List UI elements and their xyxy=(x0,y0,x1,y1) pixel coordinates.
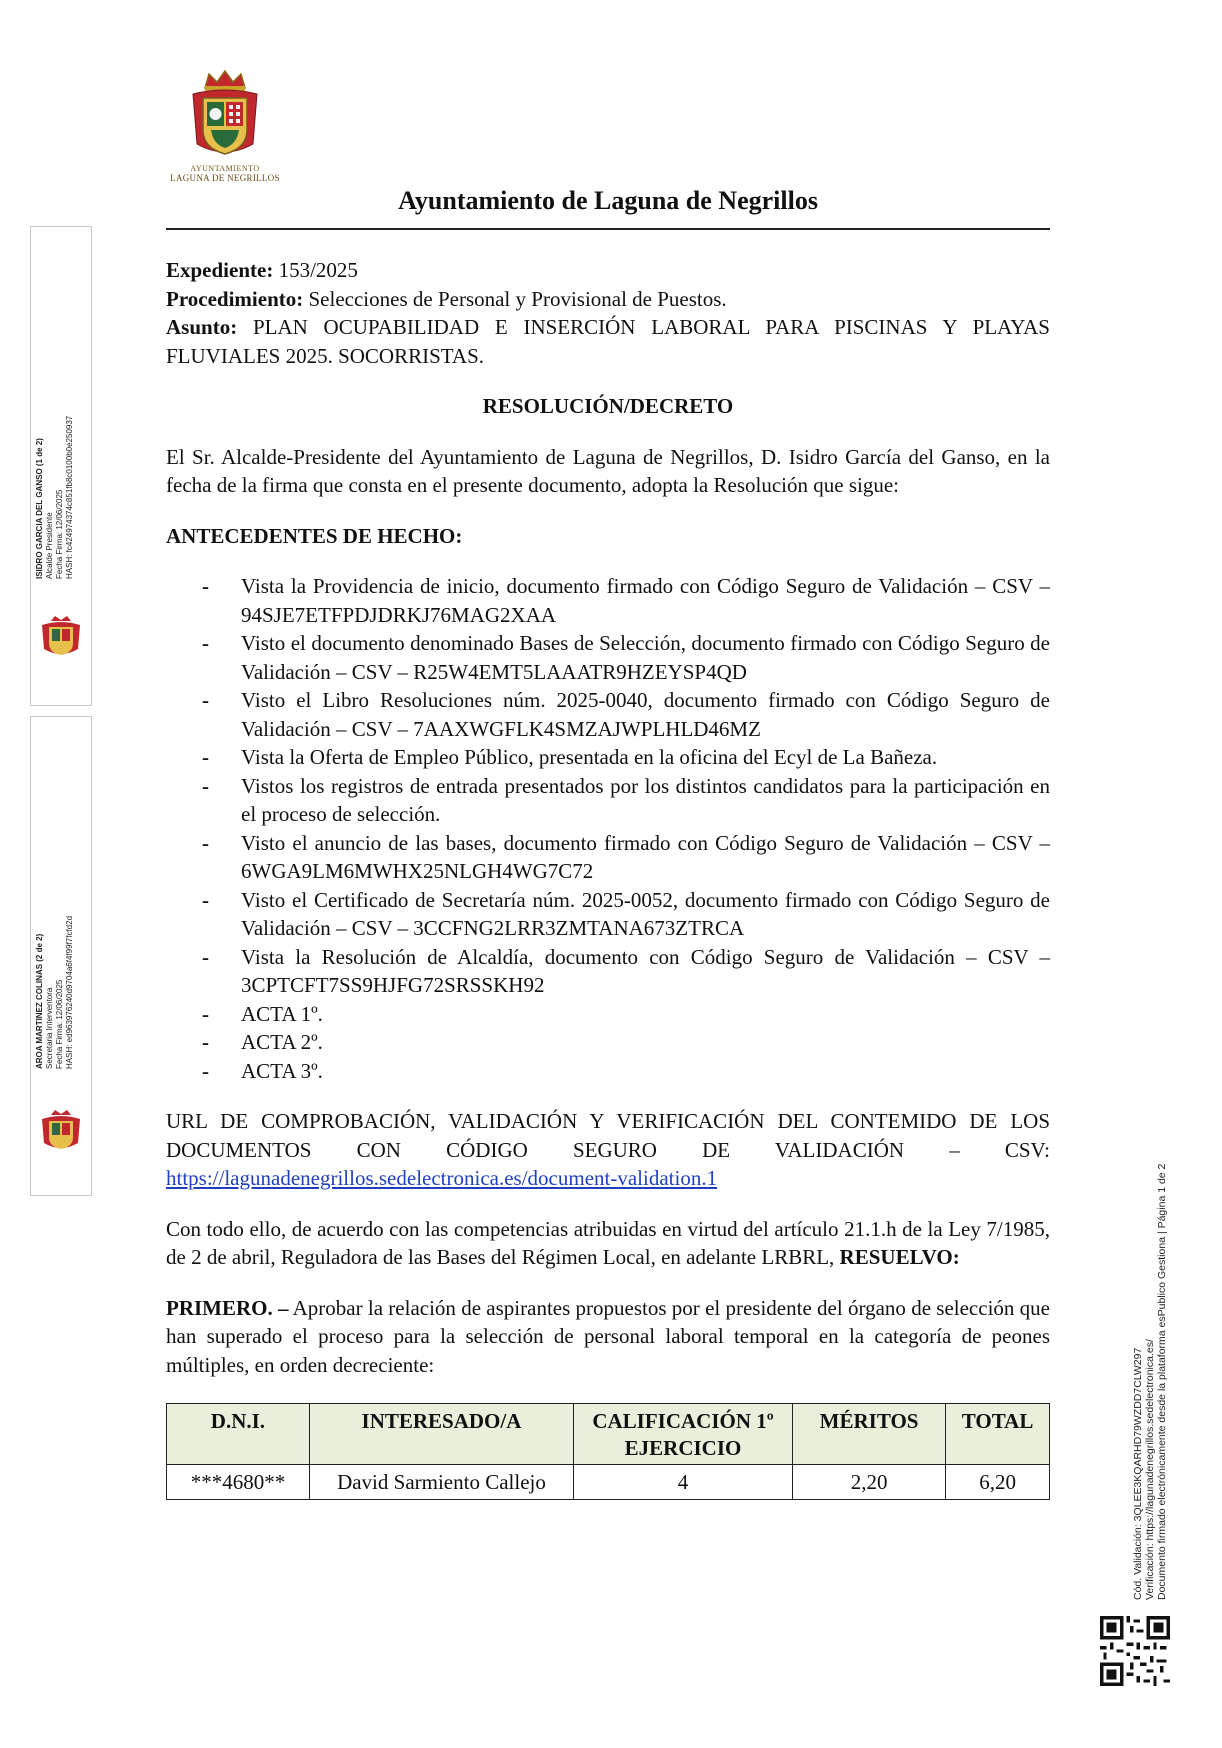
list-item: - ACTA 3º. xyxy=(166,1057,1050,1086)
list-item: - Vistos los registros de entrada presentados por los distintos candidatos para la participación en el proceso de selección. xyxy=(166,772,1050,829)
header-total: TOTAL xyxy=(946,1404,1050,1465)
validation-code: Cód. Validación: 3QLEE3KQARHD79WZDD7CLW297 xyxy=(1132,1347,1144,1600)
resolution-heading: RESOLUCIÓN/DECRETO xyxy=(482,394,734,418)
cell-total: 6,20 xyxy=(946,1465,1050,1500)
signer-1-date: Fecha Firma: 12/06/2025 xyxy=(55,489,64,579)
url-paragraph xyxy=(166,1107,1050,1193)
signer-2-date: Fecha Firma: 12/06/2025 xyxy=(55,979,64,1069)
resuelvo-label: RESUELVO: xyxy=(839,1245,960,1269)
expediente-label: Expediente: xyxy=(166,258,274,282)
signer-1-role: Alcalde Presidente xyxy=(45,512,54,579)
signer-2-hash: HASH: ed963976240d9704a6f4f99f7fcfd2d xyxy=(65,915,74,1069)
list-item: - Visto el Certificado de Secretaría núm. 2025-0052, documento firmado con Código Seguro de Validación – CSV – 3CCFNG2LRR3ZMTANA673ZTRCA xyxy=(166,886,1050,943)
table-header-row xyxy=(167,1404,1050,1465)
list-item: - Vista la Oferta de Empleo Público, presentada en la oficina del Ecyl de La Bañeza. xyxy=(166,743,1050,772)
logo-text-line-1: AYUNTAMIENTO xyxy=(190,164,260,173)
list-item: - Visto el anuncio de las bases, documento firmado con Código Seguro de Validación – CSV – 6WGA9LM6MWHX25NLGH4WG7C72 xyxy=(166,829,1050,886)
signature-stamp-1 xyxy=(30,226,92,706)
list-item: - Visto el Libro Resoluciones núm. 2025-0040, documento firmado con Código Seguro de Validación – CSV – 7AAXWGFLK4SMZAJWPLHLD46MZ xyxy=(166,686,1050,743)
competencias-paragraph: Con todo ello, de acuerdo con las competencias atribuidas en virtud del artículo 21.1.h de la Ley 7/1985, de 2 de abril, Reguladora de las Bases del Régimen Local, en adelante LRBRL, RESUELVO: xyxy=(166,1216,1050,1269)
list-item: - Vista la Providencia de inicio, documento firmado con Código Seguro de Validación – CSV – 94SJE7ETFPDJDRKJ76MAG2XAA xyxy=(166,572,1050,629)
url-text: URL DE COMPROBACIÓN, VALIDACIÓN Y VERIFICACIÓN DEL CONTEMIDO DE LOS DOCUMENTOS CON CÓDIGO SEGURO DE VALIDACIÓN – CSV: xyxy=(166,1109,1050,1162)
signer-2-role: Secretaria Interventora xyxy=(45,987,54,1069)
municipal-logo xyxy=(160,68,290,183)
asunto-value: PLAN OCUPABILIDAD E INSERCIÓN LABORAL PARA PISCINAS Y PLAYAS FLUVIALES 2025. SOCORRISTAS. xyxy=(166,315,1050,368)
title-divider xyxy=(166,228,1050,230)
coat-of-arms-icon xyxy=(187,68,263,162)
intro-paragraph: El Sr. Alcalde-Presidente del Ayuntamiento de Laguna de Negrillos, D. Isidro García del Ganso, en la fecha de la firma que consta en el presente documento, adopta la Resolución que sigue: xyxy=(166,444,1050,497)
signer-2-name: AROA MARTINEZ COLINAS (2 de 2) xyxy=(35,933,44,1069)
signature-1-text xyxy=(35,416,75,579)
cell-interesado: David Sarmiento Callejo xyxy=(309,1465,573,1500)
asunto-line xyxy=(166,313,1050,370)
cell-calificacion: 4 xyxy=(574,1465,793,1500)
cell-dni: ***4680** xyxy=(167,1465,310,1500)
validation-platform: Documento firmado electrónicamente desde la plataforma esPublico Gestiona | Página 1 de 2 xyxy=(1156,1163,1168,1600)
signer-1-name: ISIDRO GARCIA DEL GANSO (1 de 2) xyxy=(35,438,44,579)
qr-code-icon xyxy=(1100,1616,1170,1686)
antecedentes-heading: ANTECEDENTES DE HECHO: xyxy=(166,523,463,548)
candidates-table xyxy=(166,1403,1050,1500)
mini-crest-icon xyxy=(39,615,83,661)
cell-meritos: 2,20 xyxy=(792,1465,945,1500)
header-meritos: MÉRITOS xyxy=(792,1404,945,1465)
antecedentes-list xyxy=(166,572,1050,1085)
document-body xyxy=(166,256,1050,1500)
list-item: - Vista la Resolución de Alcaldía, documento con Código Seguro de Validación – CSV – 3CPTCFT7SS9HJFG72SRSSKH92 xyxy=(166,943,1050,1000)
signature-stamp-2 xyxy=(30,716,92,1196)
page-title: Ayuntamiento de Laguna de Negrillos xyxy=(398,186,818,215)
validation-link[interactable]: https://lagunadenegrillos.sedelectronica.es/document-validation.1 xyxy=(166,1166,718,1190)
primero-text: Aprobar la relación de aspirantes propuestos por el presidente del órgano de selección que han superado el proceso para la selección de personal laboral temporal en la categoría de peones múltiples, en orden decreciente: xyxy=(166,1295,1050,1377)
validation-side-text xyxy=(1132,1164,1168,1600)
header-dni: D.N.I. xyxy=(167,1404,310,1465)
procedimiento-value: Selecciones de Personal y Provisional de Puestos. xyxy=(308,286,727,311)
list-item: - ACTA 2º. xyxy=(166,1028,1050,1057)
primero-paragraph xyxy=(166,1294,1050,1380)
asunto-label: Asunto: xyxy=(166,315,238,339)
procedimiento-label: Procedimiento: xyxy=(166,286,304,311)
expediente-line xyxy=(166,256,1050,285)
signature-2-text xyxy=(35,916,75,1069)
header-interesado: INTERESADO/A xyxy=(309,1404,573,1465)
table-row xyxy=(167,1465,1050,1500)
expediente-value: 153/2025 xyxy=(278,258,358,282)
mini-crest-icon xyxy=(39,1109,83,1155)
primero-label: PRIMERO. – xyxy=(166,1295,289,1320)
validation-url: Verificación: https://lagunadenegrillos.sedelectronica.es/ xyxy=(1144,1339,1156,1600)
list-item: - ACTA 1º. xyxy=(166,1000,1050,1029)
logo-text-line-2: LAGUNA DE NEGRILLOS xyxy=(170,173,280,183)
signer-1-hash: HASH: fc424974374c851fb8c0100b0e250937 xyxy=(65,415,74,579)
list-item: - Visto el documento denominado Bases de Selección, documento firmado con Código Seguro de Validación – CSV – R25W4EMT5LAAATR9HZEYSP4QD xyxy=(166,629,1050,686)
procedimiento-line xyxy=(166,285,1050,314)
header-calificacion: CALIFICACIÓN 1º EJERCICIO xyxy=(574,1404,793,1465)
